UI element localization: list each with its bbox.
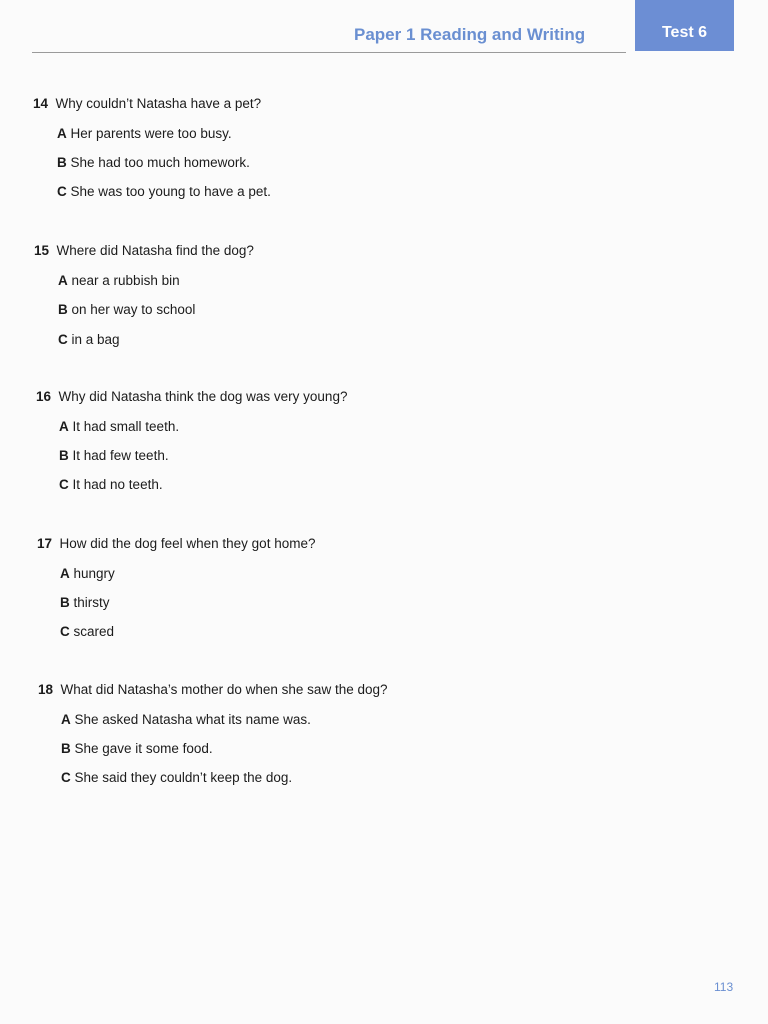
- option-letter: B: [59, 448, 69, 463]
- option-a: [58, 273, 180, 288]
- option-letter: A: [57, 126, 67, 141]
- option-b: [60, 595, 110, 610]
- option-letter: C: [59, 477, 69, 492]
- question-number: 17: [37, 536, 53, 551]
- question-number: 18: [38, 682, 54, 697]
- option-text: scared: [73, 624, 115, 639]
- option-text: hungry: [73, 566, 115, 581]
- question-text: Why couldn’t Natasha have a pet?: [55, 96, 262, 111]
- option-letter: C: [58, 332, 68, 347]
- option-text: She asked Natasha what its name was.: [74, 712, 311, 727]
- page-number: 113: [714, 980, 734, 994]
- option-text: It had no teeth.: [72, 477, 163, 492]
- header-divider: [32, 52, 626, 53]
- option-text: She said they couldn’t keep the dog.: [74, 770, 293, 785]
- option-letter: B: [57, 155, 67, 170]
- option-text: thirsty: [73, 595, 110, 610]
- option-letter: C: [57, 184, 67, 199]
- option-text: It had few teeth.: [72, 448, 169, 463]
- option-text: in a bag: [71, 332, 120, 347]
- option-c: [60, 624, 114, 639]
- option-b: [58, 302, 195, 317]
- question-number: 16: [36, 389, 52, 404]
- test-tab: [635, 0, 734, 51]
- option-a: [61, 712, 311, 727]
- option-text: She was too young to have a pet.: [70, 184, 271, 199]
- question-number: 14: [33, 96, 49, 111]
- option-letter: A: [60, 566, 70, 581]
- question-text: Why did Natasha think the dog was very young?: [58, 389, 348, 404]
- option-c: [59, 477, 163, 492]
- option-b: [61, 741, 213, 756]
- option-letter: C: [61, 770, 71, 785]
- paper-title: Paper 1 Reading and Writing: [354, 25, 586, 44]
- option-text: She gave it some food.: [74, 741, 213, 756]
- option-a: [59, 419, 179, 434]
- option-letter: B: [61, 741, 71, 756]
- test-label: Test 6: [661, 24, 708, 41]
- question-text: What did Natasha’s mother do when she saw the dog?: [60, 682, 388, 697]
- option-c: [61, 770, 292, 785]
- question-text: Where did Natasha find the dog?: [56, 243, 254, 258]
- option-a: [57, 126, 232, 141]
- option-letter: B: [58, 302, 68, 317]
- option-text: near a rubbish bin: [71, 273, 180, 288]
- option-c: [58, 332, 120, 347]
- question-number: 15: [34, 243, 50, 258]
- option-c: [57, 184, 271, 199]
- option-a: [60, 566, 115, 581]
- option-b: [59, 448, 169, 463]
- option-text: on her way to school: [71, 302, 196, 317]
- option-letter: A: [61, 712, 71, 727]
- option-text: It had small teeth.: [72, 419, 180, 434]
- question-text: How did the dog feel when they got home?: [59, 536, 316, 551]
- option-letter: C: [60, 624, 70, 639]
- option-text: Her parents were too busy.: [70, 126, 232, 141]
- option-letter: A: [59, 419, 69, 434]
- option-letter: A: [58, 273, 68, 288]
- option-letter: B: [60, 595, 70, 610]
- option-text: She had too much homework.: [70, 155, 250, 170]
- option-b: [57, 155, 250, 170]
